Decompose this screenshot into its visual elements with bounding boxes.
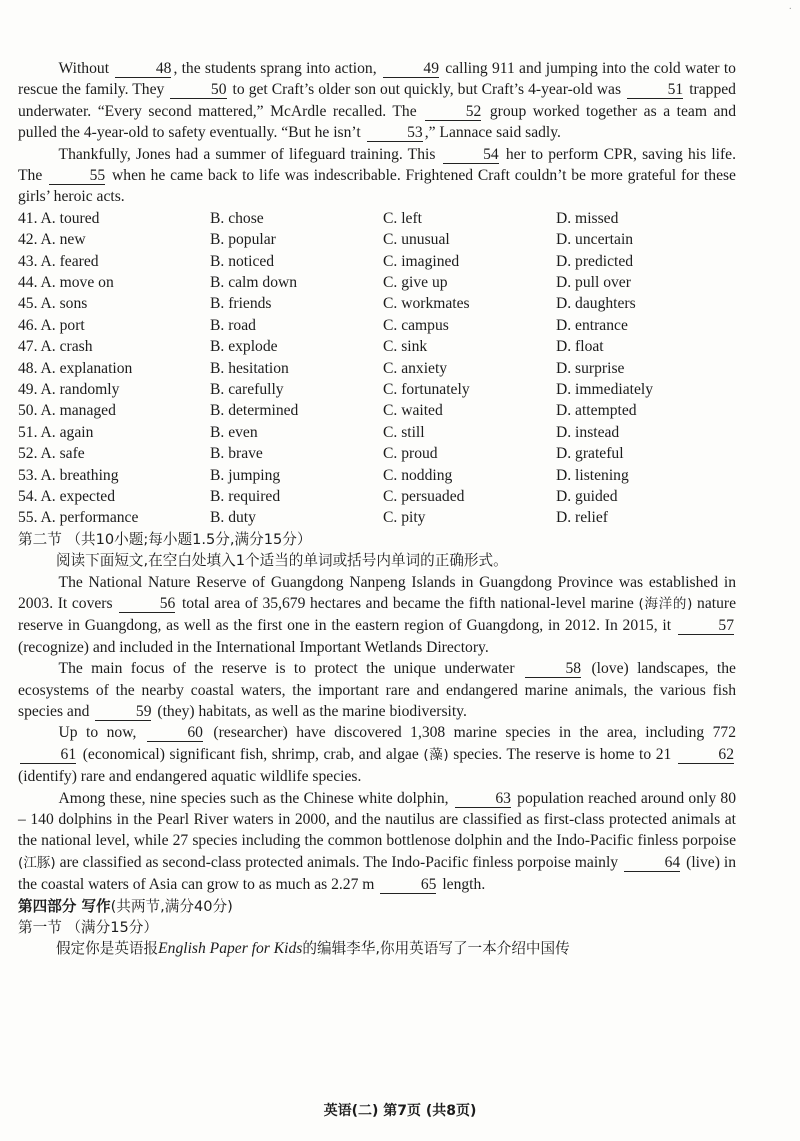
- option-b: [210, 400, 383, 421]
- option-text: B. popular: [210, 231, 276, 249]
- option-text: C. nodding: [383, 466, 453, 484]
- section2-heading: 第二节 （共10小题;每小题1.5分,满分15分）: [18, 530, 312, 548]
- option-b: [210, 208, 383, 229]
- option-b: [210, 379, 383, 400]
- option-b: [210, 358, 383, 379]
- option-a: [18, 465, 210, 486]
- option-text: B. required: [210, 487, 281, 505]
- option-text: A. explanation: [40, 359, 133, 377]
- option-c: [383, 465, 556, 486]
- option-text: C. unusual: [383, 231, 450, 249]
- option-text: D. surprise: [556, 359, 625, 377]
- question-number: 54.: [18, 487, 38, 505]
- option-a: [18, 486, 210, 507]
- option-text: C. waited: [383, 402, 443, 420]
- option-c: [383, 272, 556, 293]
- option-c: [383, 400, 556, 421]
- option-text: D. pull over: [556, 274, 631, 292]
- passage-text: (they) habitats, as well as the marine biodiversity.: [153, 702, 467, 720]
- option-text: C. campus: [383, 316, 449, 334]
- option-d: [556, 400, 736, 421]
- answer-blank: 63: [455, 791, 511, 808]
- option-text: B. even: [210, 423, 258, 441]
- answer-blank: 61: [20, 747, 76, 764]
- option-text: D. guided: [556, 487, 618, 505]
- option-a: [18, 358, 210, 379]
- option-a: [18, 293, 210, 314]
- passage-text: when he came back to life was indescribable. Frightened Craft couldn’t be more grateful for these girls’ heroic acts.: [18, 167, 736, 206]
- option-d: [556, 229, 736, 250]
- option-text: D. uncertain: [556, 231, 634, 249]
- option-d: [556, 486, 736, 507]
- option-c: [383, 293, 556, 314]
- option-text: D. float: [556, 338, 604, 356]
- option-a: [18, 208, 210, 229]
- option-a: [18, 379, 210, 400]
- question-number: 49.: [18, 380, 38, 398]
- option-c: [383, 443, 556, 464]
- passage-text: (love) landscapes, the ecosystems of the nearby coastal waters, the important rare and endangered marine animals, the various fish species and: [18, 660, 736, 720]
- option-text: A. sons: [40, 295, 88, 313]
- option-text: D. grateful: [556, 445, 624, 463]
- answer-blank: 54: [443, 147, 499, 164]
- answer-blank: 56: [119, 596, 175, 613]
- option-text: D. entrance: [556, 316, 628, 334]
- option-text: B. carefully: [210, 380, 284, 398]
- option-row: [18, 379, 736, 400]
- chinese-gloss: (海洋的): [638, 595, 693, 612]
- option-text: A. toured: [40, 209, 100, 227]
- option-text: C. workmates: [383, 295, 470, 313]
- option-text: B. chose: [210, 209, 264, 227]
- passage-text: Up to now,: [58, 724, 145, 742]
- option-text: A. breathing: [40, 466, 119, 484]
- option-a: [18, 507, 210, 528]
- option-b: [210, 443, 383, 464]
- option-d: [556, 358, 736, 379]
- passage-text: (researcher) have discovered 1,308 marine species in the area, including 772: [204, 724, 736, 742]
- option-text: A. port: [40, 316, 85, 334]
- option-text: A. managed: [40, 402, 116, 420]
- passage-text: (recognize) and included in the International Important Wetlands Directory.: [18, 638, 489, 656]
- option-row: [18, 208, 736, 229]
- option-d: [556, 208, 736, 229]
- option-text: D. daughters: [556, 295, 636, 313]
- option-d: [556, 251, 736, 272]
- option-text: B. jumping: [210, 466, 281, 484]
- option-row: [18, 443, 736, 464]
- option-c: [383, 379, 556, 400]
- answer-blank: 55: [49, 168, 105, 185]
- option-text: C. left: [383, 209, 422, 227]
- passage-text: (identify) rare and endangered aquatic wildlife species.: [18, 768, 362, 786]
- passage-text: Without: [58, 60, 114, 77]
- option-text: B. determined: [210, 402, 299, 420]
- passage-text: group worked together as a team and pulled the 4-year-old to safety eventually. “But he isn’t: [18, 102, 736, 142]
- option-row: [18, 336, 736, 357]
- option-text: B. road: [210, 316, 256, 334]
- option-text: D. missed: [556, 209, 619, 227]
- option-row: [18, 507, 736, 528]
- page-footer: 英语(二) 第7页 (共8页): [323, 1103, 477, 1119]
- answer-blank: 48: [115, 61, 171, 78]
- question-number: 51.: [18, 423, 38, 441]
- option-b: [210, 465, 383, 486]
- question-number: 46.: [18, 316, 38, 334]
- scan-mark-icon: ·: [788, 4, 792, 15]
- option-c: [383, 336, 556, 357]
- option-b: [210, 422, 383, 443]
- passage-text: The main focus of the reserve is to protect the unique underwater: [58, 660, 523, 678]
- option-c: [383, 208, 556, 229]
- option-b: [210, 251, 383, 272]
- option-text: C. sink: [383, 338, 428, 356]
- question-number: 52.: [18, 445, 38, 463]
- option-text: D. instead: [556, 423, 620, 441]
- passage-text: length.: [438, 876, 486, 894]
- option-c: [383, 315, 556, 336]
- passage2-paragraph-3: [18, 722, 736, 787]
- part4-section1-heading: 第一节 （满分15分）: [18, 919, 158, 937]
- option-row: [18, 465, 736, 486]
- option-row: [18, 229, 736, 250]
- option-d: [556, 443, 736, 464]
- option-b: [210, 293, 383, 314]
- option-text: C. pity: [383, 509, 426, 527]
- option-text: C. fortunately: [383, 380, 470, 398]
- option-row: [18, 358, 736, 379]
- passage-text: trapped underwater. “Every second mattered,” McArdle recalled. The: [18, 81, 736, 120]
- exam-page: [18, 58, 736, 960]
- question-number: 50.: [18, 402, 38, 420]
- answer-blank: 64: [624, 855, 680, 872]
- passage-text: The National Nature Reserve of Guangdong Nanpeng Islands in Guangdong Province was established in 2003. It covers: [18, 573, 736, 612]
- option-text: A. feared: [40, 252, 99, 270]
- option-text: C. imagined: [383, 252, 460, 270]
- option-text: A. again: [40, 423, 94, 441]
- option-a: [18, 315, 210, 336]
- answer-blank: 50: [170, 82, 226, 99]
- option-row: [18, 293, 736, 314]
- option-a: [18, 443, 210, 464]
- option-text: B. explode: [210, 338, 278, 356]
- option-a: [18, 400, 210, 421]
- option-b: [210, 507, 383, 528]
- passage-text: her to perform CPR, saving his life. The: [18, 145, 737, 185]
- essay-paper-title: English Paper for Kids: [158, 940, 303, 958]
- answer-blank: 58: [525, 661, 581, 678]
- option-d: [556, 465, 736, 486]
- chinese-gloss: (藻): [423, 746, 449, 763]
- answer-blank: 49: [383, 61, 439, 78]
- option-b: [210, 486, 383, 507]
- passage-text: , the students sprang into action,: [173, 60, 381, 77]
- option-a: [18, 336, 210, 357]
- part4-heading: [18, 896, 736, 917]
- option-b: [210, 272, 383, 293]
- answer-blank: 57: [678, 618, 734, 635]
- option-text: D. immediately: [556, 380, 654, 398]
- question-number: 41.: [18, 209, 38, 227]
- option-d: [556, 422, 736, 443]
- option-b: [210, 315, 383, 336]
- passage-text: are classified as second-class protected animals. The Indo-Pacific finless porpoise mainly: [55, 853, 623, 871]
- essay-prompt-post: 的编辑李华,你用英语写了一本介绍中国传: [302, 940, 570, 958]
- option-b: [210, 229, 383, 250]
- answer-blank: 51: [627, 82, 683, 99]
- option-b: [210, 336, 383, 357]
- option-text: D. listening: [556, 466, 629, 484]
- answer-blank: 62: [678, 747, 734, 764]
- option-text: A. performance: [40, 509, 139, 527]
- part4-heading-rest: (共两节,满分40分): [110, 897, 233, 915]
- passage-text: ,” Lannace said sadly.: [424, 124, 561, 142]
- option-a: [18, 272, 210, 293]
- passage-text: (live) in the coastal waters of Asia can grow to as much as 2.27 m: [18, 853, 736, 894]
- passage2-paragraph-1: [18, 572, 736, 659]
- option-text: A. expected: [40, 487, 116, 505]
- option-text: A. move on: [40, 274, 114, 292]
- passage-text: Among these, nine species such as the Chinese white dolphin,: [58, 789, 453, 807]
- passage2-paragraph-4: [18, 788, 736, 896]
- question-number: 47.: [18, 338, 38, 356]
- option-text: C. still: [383, 423, 425, 441]
- passage-text: calling 911 and jumping into the cold water to rescue the family. They: [18, 60, 736, 99]
- answer-blank: 53: [367, 125, 423, 142]
- option-d: [556, 293, 736, 314]
- answer-blank: 52: [425, 104, 481, 121]
- passage-text: (economical) significant fish, shrimp, crab, and algae: [78, 745, 424, 763]
- option-c: [383, 229, 556, 250]
- passage1-paragraph-1: [18, 58, 736, 144]
- answer-blank: 60: [147, 725, 203, 742]
- option-text: B. calm down: [210, 274, 298, 292]
- option-d: [556, 336, 736, 357]
- option-a: [18, 229, 210, 250]
- option-text: B. brave: [210, 445, 263, 463]
- option-c: [383, 507, 556, 528]
- passage-text: population reached around only 80 – 140 dolphins in the Pearl River waters in 2000, and the nautilus are classified as first-class protected animals at the national level, while 27 species including the common bottlenose dolphin and the Indo-Pacific finless porpoise: [18, 789, 736, 850]
- essay-prompt: [18, 938, 736, 959]
- option-text: A. randomly: [40, 380, 120, 398]
- option-a: [18, 422, 210, 443]
- passage-text: Thankfully, Jones had a summer of lifeguard training. This: [58, 145, 441, 163]
- part4-heading-bold: 第四部分 写作: [18, 897, 111, 915]
- passage-text: to get Craft’s older son out quickly, but Craft’s 4-year-old was: [228, 81, 626, 99]
- option-c: [383, 486, 556, 507]
- option-text: C. anxiety: [383, 359, 448, 377]
- option-d: [556, 315, 736, 336]
- option-text: C. proud: [383, 445, 438, 463]
- options-list: [18, 208, 736, 529]
- essay-prompt-pre: 假定你是英语报: [55, 940, 159, 958]
- option-row: [18, 251, 736, 272]
- question-number: 48.: [18, 359, 38, 377]
- question-number: 55.: [18, 509, 38, 527]
- option-text: D. attempted: [556, 402, 637, 420]
- option-text: B. friends: [210, 295, 272, 313]
- chinese-gloss: (江豚): [18, 854, 56, 871]
- option-row: [18, 400, 736, 421]
- option-d: [556, 507, 736, 528]
- passage-text: species. The reserve is home to 21: [448, 745, 676, 763]
- option-a: [18, 251, 210, 272]
- option-text: C. give up: [383, 274, 448, 292]
- option-row: [18, 272, 736, 293]
- passage1-paragraph-2: [18, 144, 736, 208]
- option-c: [383, 422, 556, 443]
- option-text: A. safe: [40, 445, 85, 463]
- option-text: B. hesitation: [210, 359, 289, 377]
- option-text: A. new: [40, 231, 86, 249]
- option-c: [383, 251, 556, 272]
- answer-blank: 59: [95, 704, 151, 721]
- option-row: [18, 422, 736, 443]
- option-d: [556, 379, 736, 400]
- question-number: 44.: [18, 274, 38, 292]
- option-row: [18, 486, 736, 507]
- option-text: A. crash: [40, 338, 93, 356]
- passage-text: nature reserve in Guangdong, as well as the first one in the eastern region of Guangdong, in 2012. In 2015, it: [18, 594, 736, 635]
- question-number: 43.: [18, 252, 38, 270]
- passage2-paragraph-2: [18, 658, 736, 722]
- answer-blank: 65: [380, 877, 436, 894]
- option-row: [18, 315, 736, 336]
- option-d: [556, 272, 736, 293]
- question-number: 45.: [18, 295, 38, 313]
- question-number: 42.: [18, 231, 38, 249]
- option-c: [383, 358, 556, 379]
- passage-text: total area of 35,679 hectares and became the fifth national-level marine: [177, 594, 639, 612]
- option-text: B. noticed: [210, 252, 275, 270]
- option-text: D. relief: [556, 509, 608, 527]
- question-number: 53.: [18, 466, 38, 484]
- option-text: C. persuaded: [383, 487, 465, 505]
- option-text: B. duty: [210, 509, 256, 527]
- option-text: D. predicted: [556, 252, 634, 270]
- section2-instruction: 阅读下面短文,在空白处填入1个适当的单词或括号内单词的正确形式。: [55, 552, 508, 570]
